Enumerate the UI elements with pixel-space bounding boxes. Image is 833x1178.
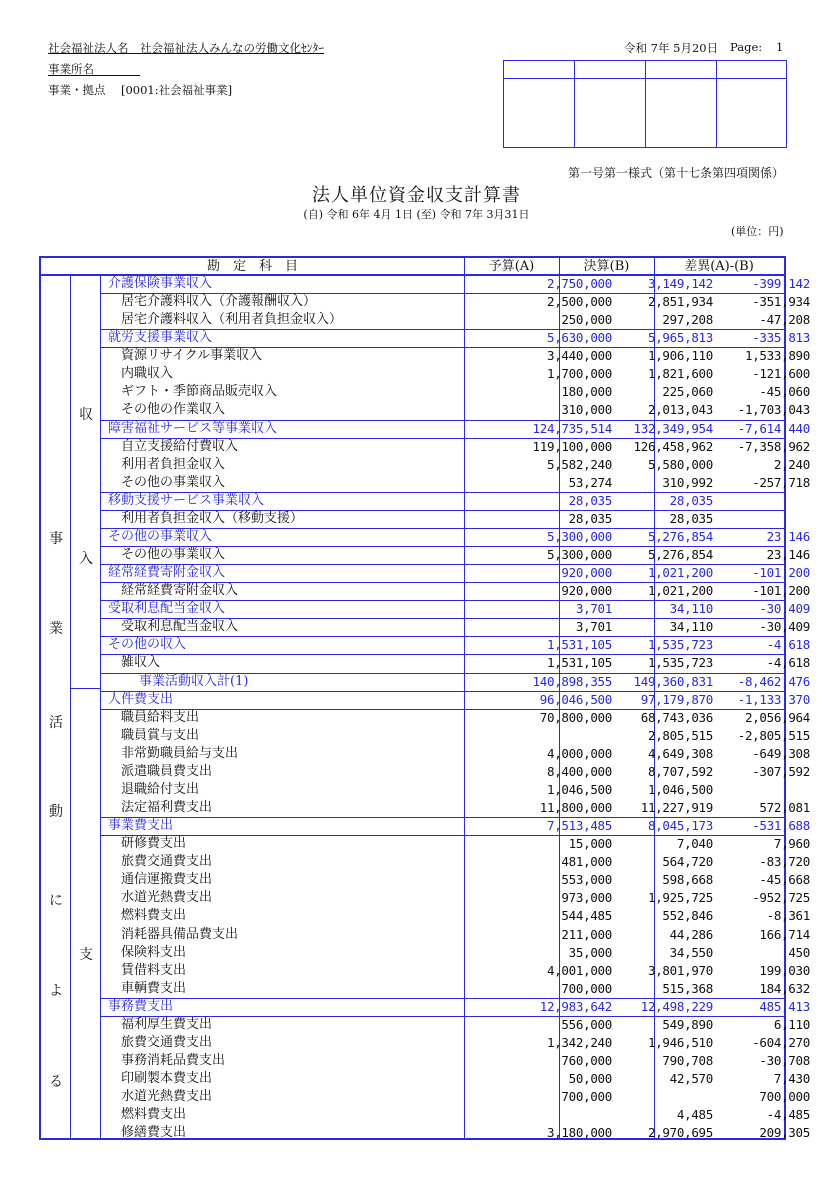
table-row	[102, 763, 810, 781]
budget-value: 12,983,642	[539, 998, 612, 1014]
diff-value: 23,146	[766, 528, 810, 544]
account-name: 水道光熱費支出	[121, 1089, 213, 1105]
budget-value: 1,342,240	[546, 1034, 612, 1050]
col-header-actual: 決算(B)	[583, 259, 630, 274]
diff-value: 166,714	[759, 926, 810, 942]
budget-value: 35,000	[568, 944, 612, 960]
table-group-row	[102, 420, 810, 438]
diff-value: 6,110	[773, 1016, 810, 1032]
diff-value: 2,056,964	[744, 709, 810, 725]
account-name: 障害福祉サービス等事業収入	[108, 420, 278, 436]
budget-value: 553,000	[561, 872, 612, 888]
budget-value: 3,701	[575, 601, 612, 617]
account-name: 賃借料支出	[121, 962, 187, 978]
account-name: 福利厚生費支出	[121, 1016, 213, 1032]
actual-value: 34,550	[669, 944, 713, 960]
page-label: Page:	[730, 40, 763, 54]
table-row	[102, 474, 810, 492]
account-name: 保険料支出	[121, 944, 187, 960]
budget-value: 15,000	[568, 836, 612, 852]
actual-value: 790,708	[662, 1053, 713, 1068]
account-name: 通信運搬費支出	[121, 872, 213, 888]
side-char: る	[49, 1074, 63, 1090]
actual-value: 1,021,200	[647, 583, 713, 599]
corp-name: 社会福祉法人みんなの労働文化ｾﾝﾀｰ	[140, 41, 324, 55]
budget-value: 920,000	[561, 583, 612, 599]
actual-value: 44,286	[669, 926, 713, 942]
actual-value: 34,110	[669, 601, 713, 617]
budget-value: 760,000	[561, 1053, 612, 1068]
table-row	[102, 781, 786, 799]
cash-flow-table	[39, 256, 810, 1141]
diff-value: -604,270	[752, 1034, 810, 1050]
actual-value: 1,535,723	[647, 655, 713, 671]
diff-value: -351,934	[752, 294, 810, 310]
diff-value: 700,000	[759, 1089, 810, 1105]
report-period: (自) 令和 6年 4月 1日 (至) 令和 7年 3月31日	[303, 208, 530, 221]
table-row	[102, 1070, 810, 1088]
diff-value: 450	[788, 944, 810, 960]
table-group-row	[102, 329, 810, 347]
diff-value: -4,618	[766, 655, 810, 671]
budget-value: 3,440,000	[546, 348, 612, 364]
diff-value: 184,632	[759, 980, 810, 996]
table-total-row	[102, 673, 810, 691]
base-value: [0001:社会福祉事業]	[121, 83, 233, 97]
account-name: 利用者負担金収入	[121, 456, 226, 472]
budget-value: 1,531,105	[546, 637, 612, 653]
table-row	[102, 383, 810, 401]
office-label: 事業所名	[48, 62, 94, 76]
table-row	[102, 1034, 810, 1052]
actual-value: 549,890	[662, 1016, 713, 1032]
budget-value: 211,000	[561, 926, 612, 942]
budget-value: 5,582,240	[546, 456, 612, 472]
budget-value: 2,500,000	[546, 294, 612, 310]
account-name: 水道光熱費支出	[121, 890, 213, 906]
diff-value: 7,960	[773, 836, 810, 852]
table-row	[102, 727, 810, 745]
table-group-row	[102, 600, 810, 618]
print-date: 令和 7年 5月20日	[624, 41, 719, 55]
side-char: 動	[49, 804, 63, 820]
budget-value: 3,701	[575, 619, 612, 635]
account-name: 経常経費寄附金収入	[121, 583, 239, 599]
actual-value: 515,368	[662, 980, 713, 996]
diff-value: -335,813	[752, 330, 810, 346]
account-name: 雑収入	[121, 655, 161, 671]
page-number: 1	[776, 40, 784, 54]
table-row	[102, 980, 810, 998]
table-row	[102, 1106, 810, 1124]
diff-value: 572,081	[759, 800, 810, 816]
budget-value: 180,000	[561, 384, 612, 400]
diff-value	[718, 510, 810, 528]
budget-value: 140,898,355	[532, 673, 612, 689]
unit-label: (単位：円)	[731, 225, 784, 238]
base-label: 事業・拠点	[48, 83, 106, 97]
account-name: 旅費交通費支出	[121, 854, 213, 870]
account-name: 受取利息配当金収入	[108, 601, 226, 617]
actual-value: 1,046,500	[647, 781, 713, 797]
table-row	[102, 835, 810, 853]
diff-value: -8,361	[766, 908, 810, 924]
table-row	[102, 926, 810, 944]
actual-value: 149,360,831	[633, 673, 713, 689]
table-group-row	[102, 998, 810, 1016]
table-row	[102, 293, 810, 311]
actual-value: 28,035	[669, 510, 713, 526]
table-row	[102, 456, 810, 474]
account-name: 退職給付支出	[121, 781, 200, 797]
actual-value: 225,060	[662, 384, 713, 400]
budget-value: 28,035	[568, 492, 612, 508]
table-row	[102, 546, 810, 564]
actual-value: 297,208	[662, 312, 713, 328]
actual-value: 552,846	[662, 908, 713, 924]
budget-value: 1,531,105	[546, 655, 612, 671]
actual-value: 564,720	[662, 854, 713, 870]
account-name: 経常経費寄附金収入	[108, 565, 226, 581]
actual-value: 5,276,854	[647, 528, 713, 544]
account-name: 人件費支出	[108, 691, 174, 707]
actual-value: 3,801,970	[647, 962, 713, 978]
account-name: 派遣職員費支出	[121, 763, 213, 779]
diff-value: -45,060	[759, 384, 810, 400]
actual-value: 126,458,962	[633, 438, 713, 454]
table-row	[102, 1088, 810, 1106]
account-name: 印刷製本費支出	[121, 1071, 213, 1087]
actual-value: 132,349,954	[633, 420, 713, 436]
budget-value: 5,300,000	[546, 547, 612, 563]
actual-value: 1,821,600	[647, 366, 713, 382]
table-group-row	[102, 817, 810, 835]
diff-value: -4,618	[766, 637, 810, 653]
diff-value: 7,430	[773, 1071, 810, 1087]
account-name: 事務消耗品費支出	[121, 1053, 226, 1068]
actual-value: 310,992	[662, 474, 713, 490]
table-row	[102, 853, 810, 871]
budget-value: 96,046,500	[539, 691, 612, 707]
table-row	[102, 311, 810, 329]
account-name: その他の事業収入	[121, 474, 226, 490]
corp-label: 社会福祉法人名	[48, 41, 129, 55]
table-group-row	[102, 636, 810, 654]
diff-value: -83,720	[759, 854, 810, 870]
diff-value: -531,688	[752, 818, 810, 834]
account-name: 移動支援サービス事業収入	[108, 492, 265, 508]
table-row	[102, 510, 786, 528]
account-name: 事業活動収入計(1)	[139, 673, 249, 689]
side-char: よ	[49, 983, 63, 999]
actual-value: 2,805,515	[647, 727, 713, 743]
diff-value: -399,142	[752, 276, 810, 291]
diff-value	[718, 781, 810, 799]
table-row	[102, 962, 810, 980]
budget-value: 4,001,000	[546, 962, 612, 978]
account-name: ギフト・季節商品販売収入	[121, 384, 278, 400]
budget-value: 4,000,000	[546, 745, 612, 761]
budget-value: 700,000	[561, 1089, 612, 1105]
side-char: 活	[49, 715, 63, 731]
actual-value: 598,668	[662, 872, 713, 888]
budget-value: 7,513,485	[546, 818, 612, 834]
budget-value	[464, 1106, 612, 1124]
diff-value: -4,485	[766, 1107, 810, 1123]
table-row	[102, 889, 810, 907]
account-name: 研修費支出	[121, 836, 187, 852]
table-row	[102, 745, 810, 763]
account-name: 自立支援給付費収入	[121, 438, 239, 454]
table-row	[102, 907, 810, 925]
budget-value: 1,700,000	[546, 366, 612, 382]
table-row	[102, 582, 810, 600]
budget-value: 53,274	[568, 474, 612, 490]
account-name: 事務費支出	[108, 998, 174, 1014]
diff-value: 2,240	[773, 456, 810, 472]
table-row	[102, 401, 810, 419]
budget-value: 2,750,000	[546, 276, 612, 291]
budget-value: 70,800,000	[539, 709, 612, 725]
actual-value: 1,946,510	[647, 1034, 713, 1050]
table-row	[102, 709, 810, 727]
actual-value: 4,485	[676, 1107, 713, 1123]
budget-value: 124,735,514	[532, 420, 612, 436]
diff-value: -1,703,043	[737, 402, 810, 418]
table-row	[102, 871, 810, 889]
account-name: 居宅介護料収入（介護報酬収入）	[121, 294, 317, 310]
account-name: 燃料費支出	[121, 908, 187, 924]
actual-value: 4,649,308	[647, 745, 713, 761]
actual-value: 34,110	[669, 619, 713, 635]
account-name: 修繕費支出	[121, 1125, 187, 1141]
table-row	[102, 347, 810, 365]
diff-value: -101,200	[752, 583, 810, 599]
account-name: その他の事業収入	[121, 547, 226, 563]
actual-value: 8,045,173	[647, 818, 713, 834]
actual-value: 5,580,000	[647, 456, 713, 472]
diff-value: -307,592	[752, 763, 810, 779]
actual-value: 12,498,229	[640, 998, 713, 1014]
actual-value: 68,743,036	[640, 709, 713, 725]
account-name: 資源リサイクル事業収入	[121, 348, 263, 364]
table-group-row	[102, 492, 786, 510]
diff-value: -30,409	[759, 601, 810, 617]
account-name: 職員給料支出	[121, 709, 200, 725]
office-underline	[48, 75, 140, 76]
budget-value: 250,000	[561, 312, 612, 328]
diff-value: -257,718	[752, 474, 810, 490]
actual-value: 42,570	[669, 1071, 713, 1087]
actual-value	[617, 1088, 713, 1106]
side-char-expense: 支	[79, 947, 93, 963]
actual-value: 1,021,200	[647, 565, 713, 581]
account-name: 車輌費支出	[121, 980, 187, 996]
corp-label-underline	[48, 53, 140, 54]
actual-value: 1,925,725	[647, 890, 713, 906]
approval-stamp-box	[503, 60, 787, 148]
budget-value: 310,000	[561, 402, 612, 418]
actual-value: 2,013,043	[647, 402, 713, 418]
actual-value: 2,851,934	[647, 294, 713, 310]
account-name: 非常勤職員給与支出	[121, 745, 239, 761]
account-name: 就労支援事業収入	[108, 330, 213, 346]
table-group-row	[102, 691, 810, 709]
diff-value: -649,308	[752, 745, 810, 761]
diff-value: -121,600	[752, 366, 810, 382]
account-name: 居宅介護料収入（利用者負担金収入）	[121, 312, 343, 328]
col-header-budget: 予算(A)	[488, 259, 535, 274]
budget-value: 556,000	[561, 1016, 612, 1032]
diff-value: -8,462,476	[737, 673, 810, 689]
diff-value: 23,146	[766, 547, 810, 563]
account-name: 職員賞与支出	[121, 727, 200, 743]
diff-value: -101,200	[752, 565, 810, 581]
table-row	[102, 944, 810, 962]
budget-value: 973,000	[561, 890, 612, 906]
account-name: 消耗器具備品費支出	[121, 926, 239, 942]
actual-value: 5,965,813	[647, 330, 713, 346]
account-name: 内職収入	[121, 366, 174, 382]
table-row	[102, 365, 810, 383]
diff-value: -30,708	[759, 1053, 810, 1068]
actual-value: 5,276,854	[647, 547, 713, 563]
diff-value: 199,030	[759, 962, 810, 978]
budget-value: 920,000	[561, 565, 612, 581]
diff-value	[718, 492, 810, 510]
diff-value: -30,409	[759, 619, 810, 635]
table-row	[102, 1052, 810, 1070]
account-name: 受取利息配当金収入	[121, 619, 239, 635]
table-group-row	[102, 528, 810, 546]
diff-value: -47,208	[759, 312, 810, 328]
diff-value: 485,413	[759, 998, 810, 1014]
diff-value: -45,668	[759, 872, 810, 888]
actual-value: 1,535,723	[647, 637, 713, 653]
diff-value: -1,133,370	[737, 691, 810, 707]
col-header-diff: 差異(A)-(B)	[684, 259, 754, 274]
actual-value: 2,970,695	[647, 1125, 713, 1141]
table-row	[102, 1124, 810, 1142]
table-group-row	[102, 564, 810, 582]
account-name: その他の作業収入	[121, 402, 226, 418]
budget-value: 50,000	[568, 1071, 612, 1087]
actual-value: 11,227,919	[640, 800, 713, 816]
budget-value: 5,630,000	[546, 330, 612, 346]
table-group-row	[102, 275, 810, 293]
budget-value: 5,300,000	[546, 528, 612, 544]
diff-value: 209,305	[759, 1125, 810, 1141]
page-title: 法人単位資金収支計算書	[312, 185, 521, 206]
side-char: 業	[49, 621, 63, 637]
table-row	[102, 438, 810, 456]
diff-value: 1,533,890	[744, 348, 810, 364]
account-name: 燃料費支出	[121, 1107, 187, 1123]
budget-value: 28,035	[568, 510, 612, 526]
side-char: に	[49, 893, 63, 909]
actual-value: 97,179,870	[640, 691, 713, 707]
budget-value: 11,800,000	[539, 800, 612, 816]
budget-value: 544,485	[561, 908, 612, 924]
account-name: 介護保険事業収入	[108, 276, 213, 291]
table-row	[102, 1016, 810, 1034]
table-row	[102, 799, 810, 817]
budget-value: 1,046,500	[546, 781, 612, 797]
table-row	[102, 654, 810, 672]
diff-value: -7,614,440	[737, 420, 810, 436]
budget-value: 481,000	[561, 854, 612, 870]
budget-value: 3,180,000	[546, 1125, 612, 1141]
side-char-income: 収	[79, 407, 93, 423]
diff-value: -952,725	[752, 890, 810, 906]
account-name: 旅費交通費支出	[121, 1034, 213, 1050]
account-name: その他の収入	[108, 637, 187, 653]
budget-value: 700,000	[561, 980, 612, 996]
actual-value: 8,707,592	[647, 763, 713, 779]
actual-value: 1,906,110	[647, 348, 713, 364]
actual-value: 28,035	[669, 492, 713, 508]
diff-value: -2,805,515	[737, 727, 810, 743]
col-header-account: 勘 定 科 目	[206, 259, 298, 274]
form-number: 第一号第一様式（第十七条第四項関係）	[568, 166, 785, 180]
side-char: 事	[49, 531, 63, 547]
budget-value: 119,100,000	[532, 438, 612, 454]
actual-value: 3,149,142	[647, 276, 713, 291]
actual-value: 7,040	[676, 836, 713, 852]
side-char-income: 入	[79, 551, 93, 567]
account-name: 法定福利費支出	[121, 800, 213, 816]
account-name: 利用者負担金収入（移動支援）	[121, 510, 304, 526]
account-name: その他の事業収入	[108, 528, 213, 544]
budget-value: 8,400,000	[546, 763, 612, 779]
account-name: 事業費支出	[108, 818, 174, 834]
budget-value	[464, 727, 612, 745]
diff-value: -7,358,962	[737, 438, 810, 454]
table-row	[102, 618, 810, 636]
